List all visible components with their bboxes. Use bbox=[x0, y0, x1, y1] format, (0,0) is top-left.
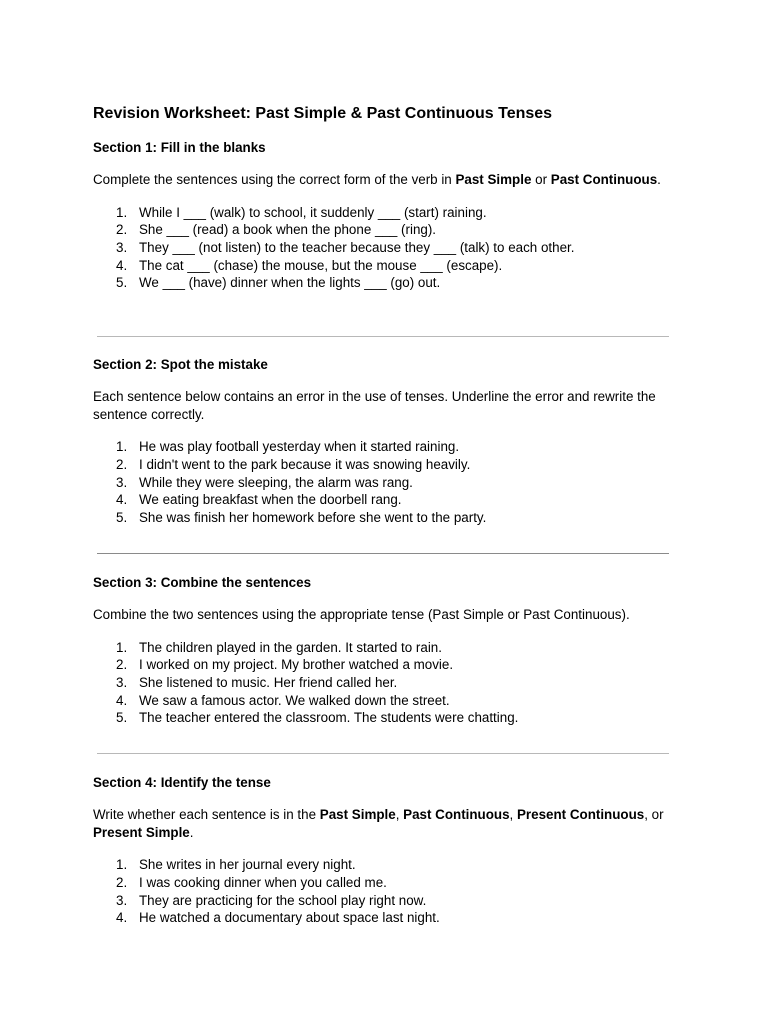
list-item bbox=[93, 456, 673, 474]
list-item bbox=[93, 257, 673, 275]
section-instructions bbox=[93, 806, 673, 841]
item-number: 2. bbox=[116, 456, 128, 472]
section-instructions: Combine the two sentences using the appropriate tense (Past Simple or Past Continuous). bbox=[93, 607, 630, 622]
item-text: He was play football yesterday when it started raining. bbox=[139, 439, 460, 455]
item-number: 4. bbox=[116, 910, 128, 926]
item-number: 5. bbox=[116, 509, 128, 525]
item-text: While they were sleeping, the alarm was rang. bbox=[139, 474, 413, 490]
list-item bbox=[93, 509, 673, 527]
item-text: She writes in her journal every night. bbox=[139, 857, 356, 873]
item-number: 2. bbox=[116, 874, 128, 890]
item-text: I worked on my project. My brother watched a movie. bbox=[139, 657, 454, 673]
item-number: 3. bbox=[116, 474, 128, 490]
instruction-text: or bbox=[531, 172, 551, 187]
item-number: 4. bbox=[116, 492, 128, 508]
list-item bbox=[93, 909, 673, 927]
item-number: 2. bbox=[116, 222, 128, 238]
item-number: 4. bbox=[116, 257, 128, 273]
section-combine-sentences bbox=[93, 574, 673, 727]
item-text: I didn't went to the park because it was snowing heavily. bbox=[139, 456, 471, 472]
section-fill-in-blanks bbox=[93, 139, 673, 292]
instruction-emphasis: Present Continuous bbox=[517, 807, 645, 822]
list-item bbox=[93, 438, 673, 456]
item-number: 4. bbox=[116, 692, 128, 708]
instruction-emphasis: Present Simple bbox=[93, 824, 190, 840]
list-item bbox=[93, 692, 673, 710]
item-number: 1. bbox=[116, 204, 128, 220]
list-item bbox=[93, 474, 673, 492]
list-item bbox=[93, 204, 673, 222]
exercise-list bbox=[93, 438, 673, 526]
item-number: 3. bbox=[116, 239, 128, 255]
exercise-list bbox=[93, 639, 673, 727]
list-item bbox=[93, 892, 673, 910]
list-item bbox=[93, 709, 673, 727]
item-number: 3. bbox=[116, 674, 128, 690]
instruction-text: , or bbox=[644, 807, 664, 822]
instruction-emphasis: Past Simple bbox=[319, 807, 396, 822]
item-text: While I ___ (walk) to school, it suddenly ___ (start) raining. bbox=[139, 204, 487, 220]
section-instructions bbox=[93, 171, 673, 189]
list-item bbox=[93, 674, 673, 692]
instruction-text: . bbox=[657, 172, 661, 187]
section-divider bbox=[97, 753, 669, 754]
item-text: The teacher entered the classroom. The students were chatting. bbox=[139, 710, 519, 726]
list-item bbox=[93, 656, 673, 674]
item-number: 2. bbox=[116, 657, 128, 673]
item-text: I was cooking dinner when you called me. bbox=[139, 874, 387, 890]
item-text: She listened to music. Her friend called her. bbox=[139, 674, 398, 690]
item-number: 1. bbox=[116, 857, 128, 873]
list-item bbox=[93, 274, 673, 292]
section-heading: Section 4: Identify the tense bbox=[93, 775, 271, 790]
item-text: They are practicing for the school play right now. bbox=[139, 892, 427, 908]
item-text: She was finish her homework before she went to the party. bbox=[139, 509, 487, 525]
item-text: They ___ (not listen) to the teacher because they ___ (talk) to each other. bbox=[139, 239, 575, 255]
item-number: 5. bbox=[116, 275, 128, 291]
instruction-emphasis: Past Continuous bbox=[550, 172, 658, 187]
item-text: She ___ (read) a book when the phone ___ (ring). bbox=[139, 222, 437, 238]
instruction-emphasis: Past Continuous bbox=[403, 807, 510, 822]
item-text: The children played in the garden. It started to rain. bbox=[139, 639, 442, 655]
item-number: 5. bbox=[116, 710, 128, 726]
item-number: 1. bbox=[116, 439, 128, 455]
instruction-emphasis: Past Simple bbox=[455, 172, 532, 187]
exercise-list bbox=[93, 856, 673, 927]
instruction-text: , bbox=[509, 807, 517, 822]
section-instructions: Each sentence below contains an error in the use of tenses. Underline the error and rewrite the sentence correctly. bbox=[93, 389, 656, 422]
exercise-list bbox=[93, 204, 673, 292]
instruction-text: Complete the sentences using the correct form of the verb in bbox=[93, 172, 456, 187]
section-identify-tense bbox=[93, 774, 673, 927]
list-item bbox=[93, 639, 673, 657]
item-number: 3. bbox=[116, 892, 128, 908]
item-text: We saw a famous actor. We walked down the street. bbox=[139, 692, 450, 708]
item-text: He watched a documentary about space last night. bbox=[139, 910, 440, 926]
page-title: Revision Worksheet: Past Simple & Past Continuous Tenses bbox=[93, 105, 553, 122]
item-number: 1. bbox=[116, 639, 128, 655]
section-heading: Section 2: Spot the mistake bbox=[93, 357, 268, 372]
item-text: The cat ___ (chase) the mouse, but the mouse ___ (escape). bbox=[139, 257, 503, 273]
section-divider bbox=[97, 336, 669, 337]
instruction-text: , bbox=[395, 807, 404, 822]
list-item bbox=[93, 491, 673, 509]
instruction-text: Write whether each sentence is in the bbox=[93, 807, 320, 822]
item-text: We eating breakfast when the doorbell rang. bbox=[139, 492, 402, 508]
list-item bbox=[93, 239, 673, 257]
list-item bbox=[93, 856, 673, 874]
section-heading: Section 3: Combine the sentences bbox=[93, 575, 312, 590]
list-item bbox=[93, 221, 673, 239]
section-divider bbox=[97, 553, 669, 554]
instruction-text: . bbox=[189, 824, 194, 840]
section-heading: Section 1: Fill in the blanks bbox=[93, 140, 266, 155]
item-text: We ___ (have) dinner when the lights ___ (go) out. bbox=[139, 275, 441, 291]
list-item bbox=[93, 874, 673, 892]
section-spot-the-mistake bbox=[93, 356, 673, 527]
